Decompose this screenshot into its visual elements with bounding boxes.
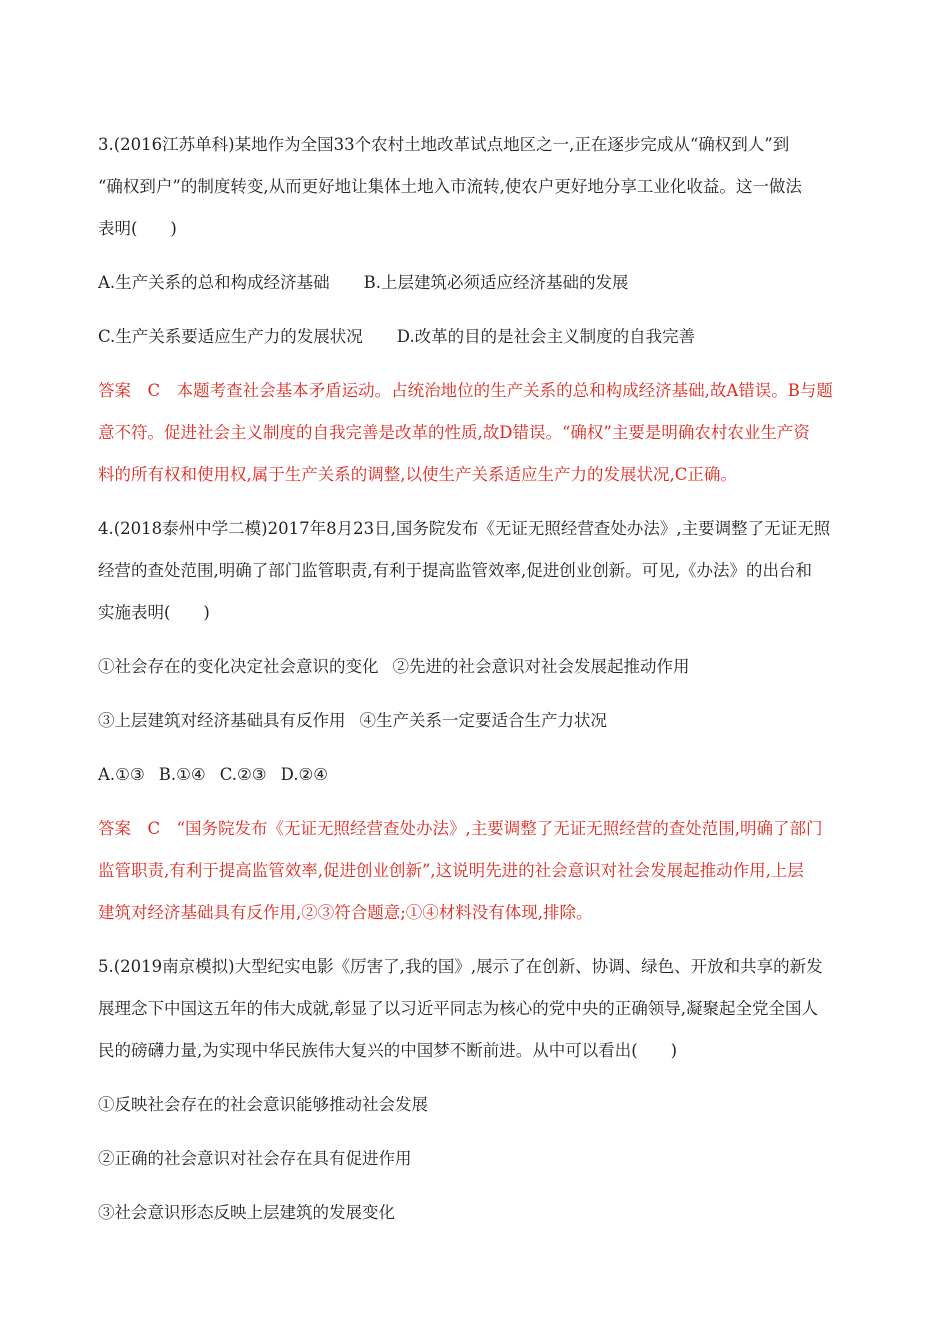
question-3-option-b: B.上层建筑必须适应经济基础的发展 xyxy=(363,273,629,292)
question-4-option-c: C.②③ xyxy=(219,765,267,784)
question-3-stem xyxy=(98,124,850,250)
question-5-line: 展理念下中国这五年的伟大成就,彰显了以习近平同志为核心的党中央的正确领导,凝聚起全党全国人 xyxy=(98,999,818,1018)
question-4-line: 经营的查处范围,明确了部门监管职责,有利于提高监管效率,促进创业创新。可见,《办法》的出台和 xyxy=(98,561,812,580)
answer-line: 答案 C “国务院发布《无证无照经营查处办法》,主要调整了无证无照经营的查处范围,明确了部门 xyxy=(98,819,823,838)
question-4-stem xyxy=(98,508,850,634)
question-5-item-3: ③社会意识形态反映上层建筑的发展变化 xyxy=(98,1203,395,1222)
question-4-options xyxy=(98,754,850,796)
question-3-line: 表明( ) xyxy=(98,219,177,238)
question-5-item-2: ②正确的社会意识对社会存在具有促进作用 xyxy=(98,1149,412,1168)
question-5-line: 5.(2019南京模拟)大型纪实电影《厉害了,我的国》,展示了在创新、协调、绿色、开放和共享的新发 xyxy=(98,957,823,976)
question-5-item-2-block xyxy=(98,1138,850,1180)
question-3-option-a: A.生产关系的总和构成经济基础 xyxy=(98,273,330,292)
question-3-options-ab xyxy=(98,262,850,304)
question-4-option-b: B.①④ xyxy=(158,765,206,784)
question-5-item-3-block xyxy=(98,1192,850,1234)
question-4-items-34 xyxy=(98,700,850,742)
question-3-answer xyxy=(98,370,850,496)
question-3-option-c: C.生产关系要适应生产力的发展状况 xyxy=(98,327,363,346)
question-4-option-d: D.②④ xyxy=(280,765,329,784)
question-4-line: 4.(2018泰州中学二模)2017年8月23日,国务院发布《无证无照经营查处办法》,主要调整了无证无照 xyxy=(98,519,831,538)
answer-line: 答案 C 本题考查社会基本矛盾运动。占统治地位的生产关系的总和构成经济基础,故A错误。B与题 xyxy=(98,381,833,400)
question-5-stem xyxy=(98,946,850,1072)
question-3-options-cd xyxy=(98,316,850,358)
question-3-line: 3.(2016江苏单科)某地作为全国33个农村土地改革试点地区之一,正在逐步完成从“确权到人”到 xyxy=(98,135,790,154)
question-4-item-3: ③上层建筑对经济基础具有反作用 xyxy=(98,711,346,730)
question-4-option-a: A.①③ xyxy=(98,765,145,784)
document-page xyxy=(98,124,850,1234)
question-3-line: “确权到户”的制度转变,从而更好地让集体土地入市流转,使农户更好地分享工业化收益。这一做法 xyxy=(98,177,802,196)
question-4-item-4: ④生产关系一定要适合生产力状况 xyxy=(359,711,607,730)
question-4-line: 实施表明( ) xyxy=(98,603,210,622)
answer-line: 意不符。促进社会主义制度的自我完善是改革的性质,故D错误。“确权”主要是明确农村农业生产资 xyxy=(98,423,810,442)
question-4-answer xyxy=(98,808,850,934)
question-3-option-d: D.改革的目的是社会主义制度的自我完善 xyxy=(396,327,696,346)
question-4-item-2: ②先进的社会意识对社会发展起推动作用 xyxy=(392,657,690,676)
answer-line: 监管职责,有利于提高监管效率,促进创业创新”,这说明先进的社会意识对社会发展起推动作用,上层 xyxy=(98,861,804,880)
answer-line: 料的所有权和使用权,属于生产关系的调整,以使生产关系适应生产力的发展状况,C正确。 xyxy=(98,465,737,484)
question-5-line: 民的磅礴力量,为实现中华民族伟大复兴的中国梦不断前进。从中可以看出( ) xyxy=(98,1041,678,1060)
question-4-items-12 xyxy=(98,646,850,688)
question-5-item-1-block xyxy=(98,1084,850,1126)
question-4-item-1: ①社会存在的变化决定社会意识的变化 xyxy=(98,657,379,676)
question-5-item-1: ①反映社会存在的社会意识能够推动社会发展 xyxy=(98,1095,428,1114)
answer-line: 建筑对经济基础具有反作用,②③符合题意;①④材料没有体现,排除。 xyxy=(98,903,593,922)
